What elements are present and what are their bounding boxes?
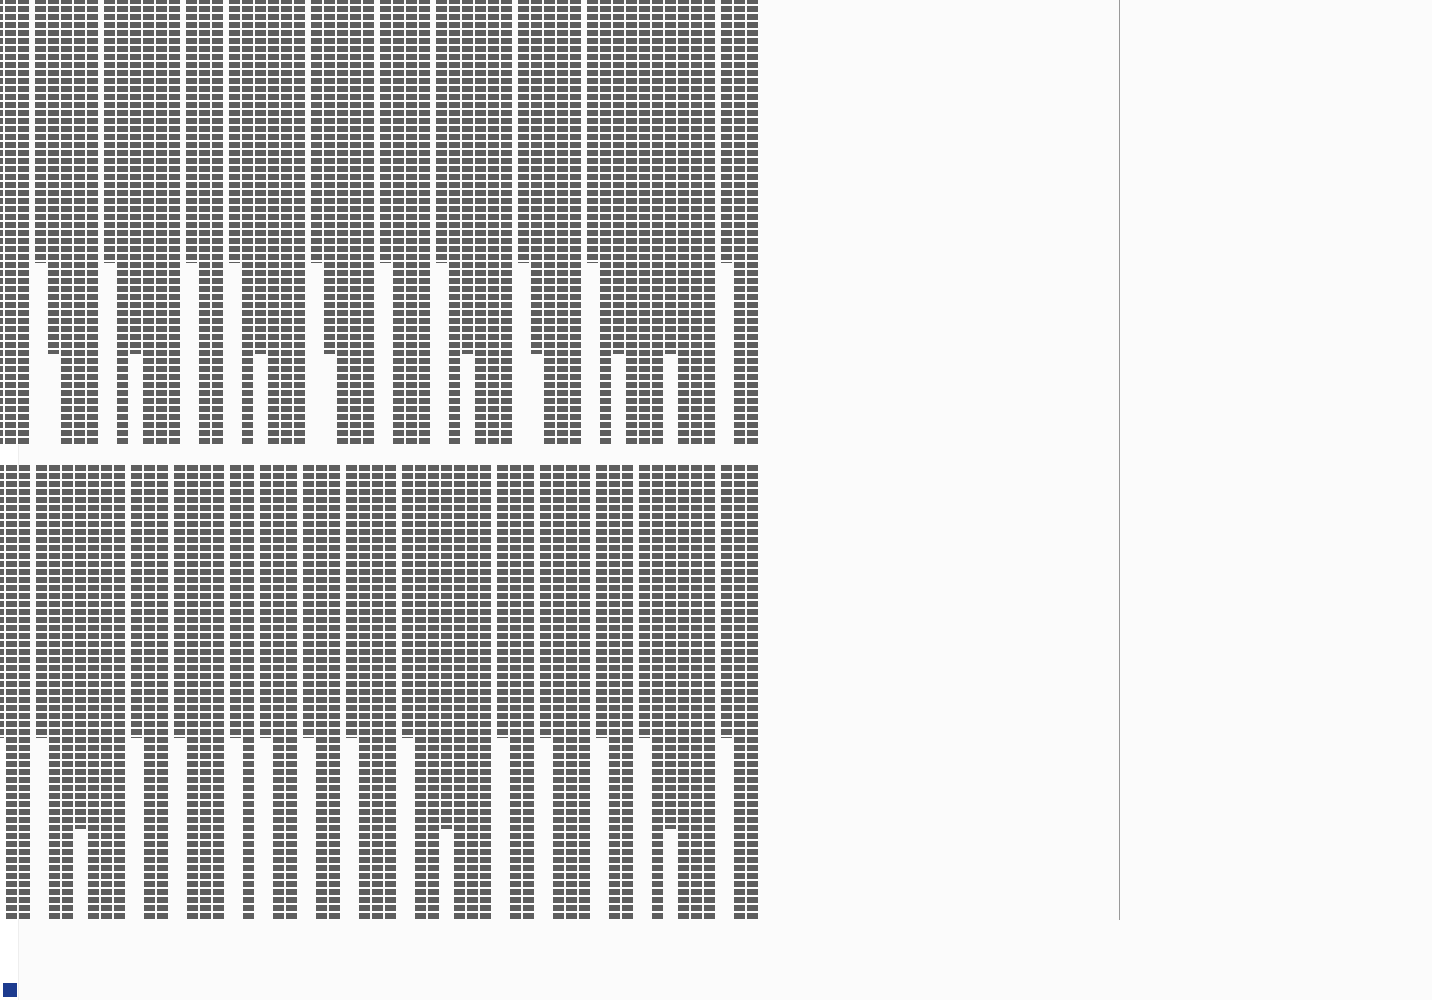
text-line <box>303 465 314 738</box>
text-line <box>587 0 598 263</box>
text-line <box>652 0 663 445</box>
register-entry <box>174 465 224 920</box>
text-line <box>199 0 210 445</box>
text-line <box>544 0 555 445</box>
text-line <box>169 0 180 445</box>
text-line <box>61 0 72 445</box>
text-line <box>212 0 223 445</box>
text-line <box>613 0 624 354</box>
text-line <box>523 465 534 920</box>
text-line <box>467 465 478 920</box>
text-line <box>436 0 447 263</box>
register-entry <box>596 465 633 920</box>
text-line <box>19 465 30 920</box>
text-line <box>380 0 391 263</box>
text-line <box>268 0 279 445</box>
text-line <box>48 0 59 354</box>
register-entry <box>436 0 512 445</box>
text-line <box>187 465 198 920</box>
text-line <box>540 465 551 738</box>
register-entry <box>230 465 254 920</box>
register-entry <box>497 465 534 920</box>
text-line <box>454 465 465 920</box>
register-entry <box>540 465 590 920</box>
text-line <box>747 0 758 445</box>
text-line <box>402 465 413 738</box>
text-line <box>316 465 327 920</box>
text-line <box>346 465 357 738</box>
text-line <box>281 0 292 445</box>
text-line <box>734 0 745 445</box>
text-line <box>144 465 155 920</box>
text-line <box>157 465 168 920</box>
text-line <box>704 0 715 445</box>
register-entry <box>186 0 223 445</box>
text-line <box>626 0 637 445</box>
text-line <box>531 0 542 354</box>
text-line <box>622 465 633 920</box>
dfg-logo <box>2 982 18 998</box>
register-entry <box>380 0 430 445</box>
text-line <box>324 0 335 354</box>
register-entry <box>303 465 340 920</box>
text-line <box>62 465 73 920</box>
text-line <box>639 465 650 738</box>
text-line <box>488 0 499 445</box>
text-line <box>406 0 417 445</box>
register-entry <box>0 0 29 445</box>
register-entry <box>721 465 758 920</box>
text-line <box>117 0 128 445</box>
text-line <box>36 465 47 738</box>
text-line <box>260 465 271 738</box>
left-column <box>0 0 760 445</box>
text-line <box>200 465 211 920</box>
register-entry <box>518 0 581 445</box>
text-line <box>329 465 340 920</box>
text-line <box>243 465 254 920</box>
text-line <box>88 465 99 920</box>
register-entry <box>104 0 180 445</box>
text-line <box>428 465 439 920</box>
text-line <box>242 0 253 445</box>
text-line <box>5 0 16 445</box>
register-entry <box>229 0 305 445</box>
text-line <box>609 465 620 920</box>
text-line <box>652 465 663 920</box>
text-line <box>639 0 650 445</box>
register-entry <box>311 0 374 445</box>
text-line <box>691 0 702 445</box>
text-line <box>49 465 60 920</box>
text-line <box>174 465 185 738</box>
register-entry <box>639 465 715 920</box>
text-line <box>570 0 581 445</box>
text-line <box>6 465 17 920</box>
text-line <box>294 0 305 445</box>
text-line <box>230 465 241 738</box>
text-line <box>691 465 702 920</box>
text-line <box>462 0 473 354</box>
right-column <box>0 465 760 920</box>
register-entry <box>587 0 715 445</box>
text-line <box>273 465 284 920</box>
text-line <box>255 0 266 354</box>
text-line <box>75 465 86 829</box>
text-line <box>0 0 3 445</box>
register-entry <box>36 465 125 920</box>
text-line <box>510 465 521 920</box>
text-line <box>579 465 590 920</box>
text-line <box>229 0 240 263</box>
text-line <box>311 0 322 263</box>
register-entry <box>721 0 758 445</box>
text-line <box>143 0 154 445</box>
text-line <box>596 465 607 738</box>
register-entry <box>402 465 491 920</box>
text-line <box>372 465 383 920</box>
text-line <box>678 0 689 445</box>
text-line <box>393 0 404 445</box>
text-line <box>74 0 85 445</box>
text-line <box>518 0 529 263</box>
text-line <box>600 0 611 445</box>
text-line <box>734 465 745 920</box>
text-line <box>130 0 141 354</box>
text-line <box>665 465 676 829</box>
text-line <box>665 0 676 354</box>
text-line <box>350 0 361 445</box>
text-line <box>186 0 197 263</box>
text-line <box>497 465 508 738</box>
text-line <box>557 0 568 445</box>
text-line <box>480 465 491 920</box>
register-entry <box>131 465 168 920</box>
text-line <box>363 0 374 445</box>
page-header <box>1119 0 1150 920</box>
text-line <box>449 0 460 445</box>
text-line <box>359 465 370 920</box>
text-line <box>553 465 564 920</box>
text-line <box>566 465 577 920</box>
text-line <box>721 0 732 263</box>
text-line <box>87 0 98 445</box>
text-line <box>156 0 167 445</box>
register-entry <box>346 465 396 920</box>
text-line <box>419 0 430 445</box>
text-line <box>501 0 512 445</box>
text-line <box>0 465 4 738</box>
text-line <box>415 465 426 920</box>
text-line <box>18 0 29 445</box>
text-line <box>286 465 297 920</box>
register-entry <box>0 465 30 920</box>
register-entry <box>260 465 297 920</box>
text-line <box>678 465 689 920</box>
text-line <box>114 465 125 920</box>
text-line <box>704 465 715 920</box>
text-line <box>721 465 732 738</box>
text-line <box>101 465 112 920</box>
text-line <box>475 0 486 445</box>
text-line <box>441 465 452 829</box>
text-line <box>385 465 396 920</box>
text-line <box>337 0 348 445</box>
text-line <box>104 0 115 263</box>
text-line <box>131 465 142 738</box>
text-line <box>35 0 46 263</box>
text-line <box>213 465 224 920</box>
text-line <box>747 465 758 920</box>
register-entry <box>35 0 98 445</box>
